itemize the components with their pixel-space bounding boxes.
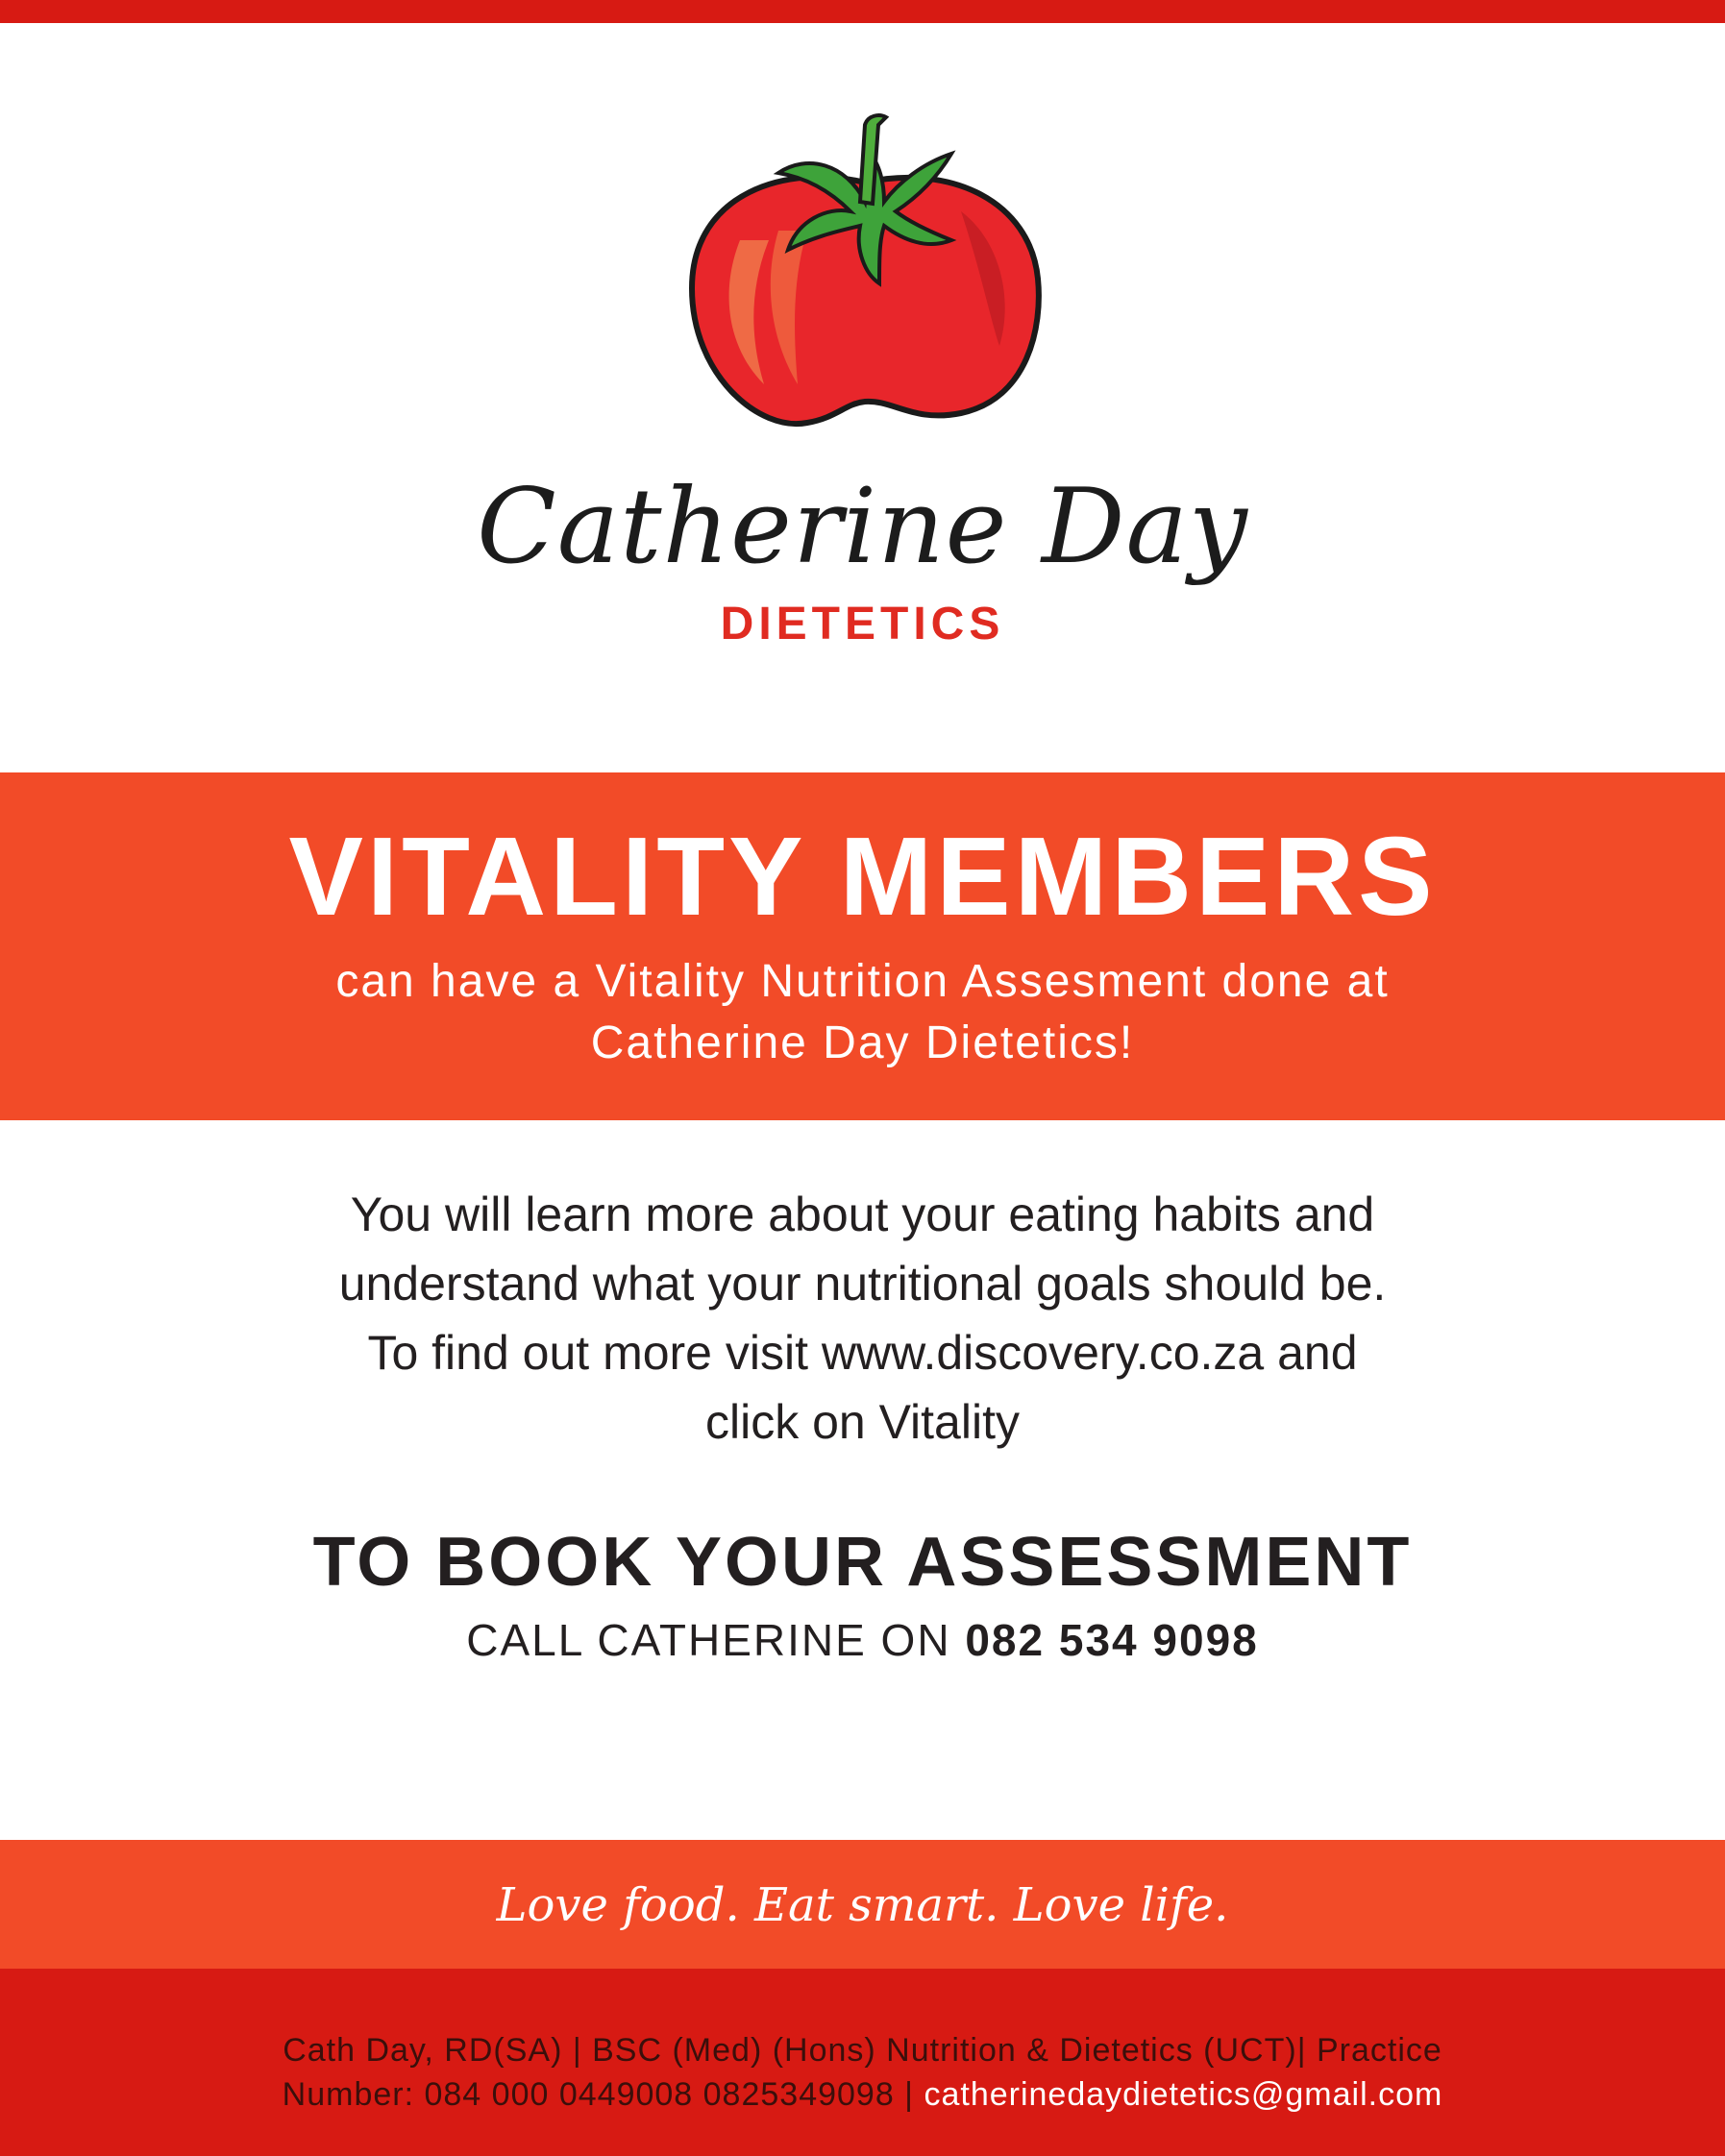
banner-subtitle <box>240 951 1485 1074</box>
banner-subtitle-line1: can have a Vitality Nutrition Assesment done at <box>335 956 1390 1007</box>
footer-email: catherinedaydietetics@gmail.com <box>924 2076 1443 2113</box>
footer-line2 <box>192 2072 1533 2117</box>
booking-heading: TO BOOK YOUR ASSESSMENT <box>312 1524 1413 1601</box>
info-line1: You will learn more about your eating habits and <box>350 1188 1375 1241</box>
banner-subtitle-line2: Catherine Day Dietetics! <box>590 1017 1135 1068</box>
booking-call-line <box>0 1614 1725 1666</box>
footer-line2-prefix: Number: 084 000 0449008 0825349098 | <box>282 2076 924 2113</box>
tagline-band <box>0 1840 1725 1969</box>
phone-number: 082 534 9098 <box>965 1615 1259 1665</box>
info-paragraph <box>211 1180 1514 1457</box>
logo-subtitle: DIETETICS <box>720 599 1005 649</box>
logo <box>0 96 1725 673</box>
vitality-banner <box>0 772 1725 1120</box>
info-line4: click on Vitality <box>705 1395 1020 1449</box>
info-line2: understand what your nutritional goals should be. <box>338 1257 1387 1311</box>
logo-name: Catherine Day <box>477 467 1248 587</box>
call-prefix: CALL CATHERINE ON <box>466 1615 966 1665</box>
top-accent-bar <box>0 0 1725 23</box>
tagline: Love food. Eat smart. Love life. <box>496 1878 1229 1932</box>
banner-title: VITALITY MEMBERS <box>288 814 1437 939</box>
tomato-icon <box>673 96 1057 461</box>
info-line3: To find out more visit www.discovery.co.za and <box>367 1326 1358 1380</box>
footer <box>0 1969 1725 2156</box>
footer-line1: Cath Day, RD(SA) | BSC (Med) (Hons) Nutrition & Dietetics (UCT)| Practice <box>283 2032 1442 2069</box>
footer-credentials <box>192 2028 1533 2117</box>
